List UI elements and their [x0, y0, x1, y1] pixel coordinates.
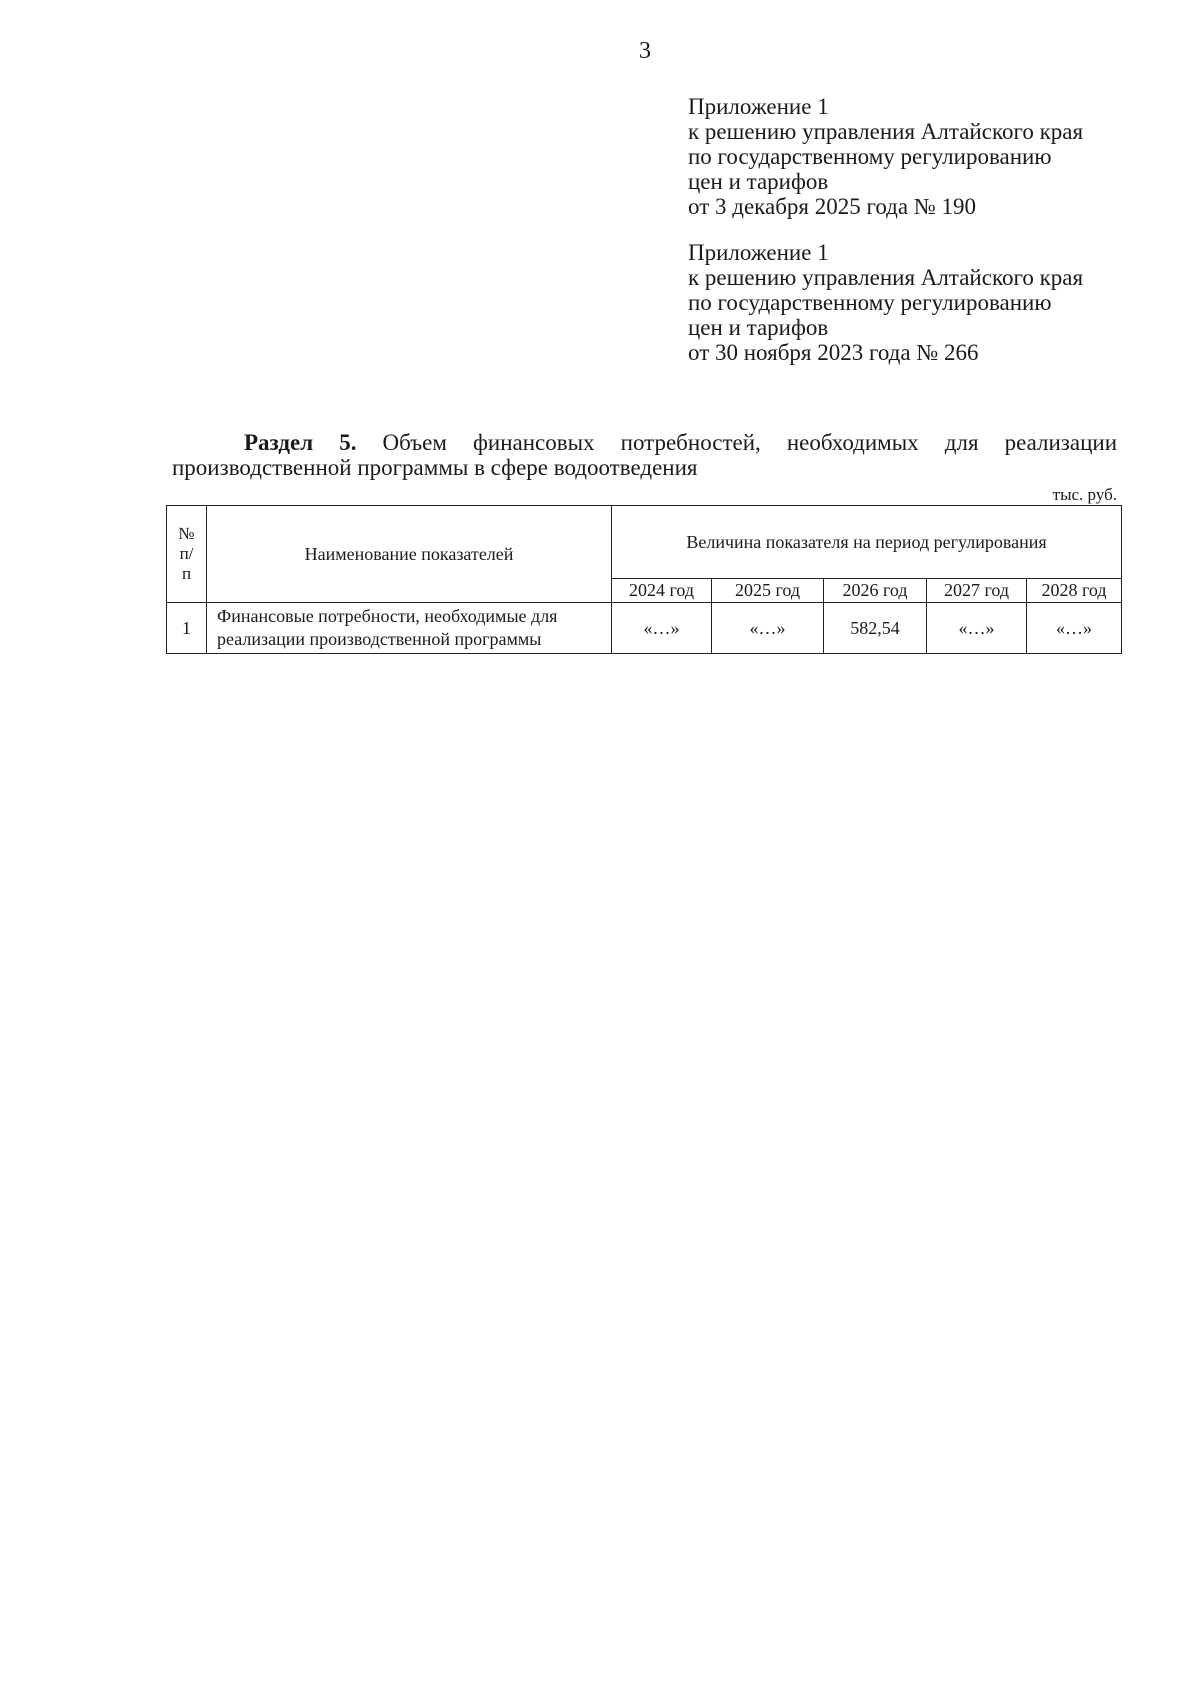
header-year: 2028 год — [1027, 579, 1122, 603]
appendix-line: к решению управления Алтайского края — [688, 119, 1084, 144]
units-label: тыс. руб. — [1052, 485, 1117, 504]
section-heading — [172, 430, 1117, 480]
appendix-line: цен и тарифов — [688, 315, 829, 340]
header-indicator-name: Наименование показателей — [207, 506, 612, 603]
section-label: Раздел 5. — [244, 430, 357, 455]
header-year: 2027 год — [927, 579, 1027, 603]
section-title-part1: Объем финансовых потребностей, необходимых для реализации — [382, 430, 1117, 455]
row-value: «…» — [927, 603, 1027, 654]
appendix-previous — [688, 240, 1083, 365]
financial-needs-table — [166, 505, 1122, 654]
row-indicator-name: Финансовые потребности, необходимые для реализации производственной программы — [207, 603, 612, 654]
header-year: 2024 год — [612, 579, 712, 603]
appendix-line: Приложение 1 — [688, 94, 829, 119]
appendix-line: по государственному регулированию — [688, 144, 1052, 169]
header-year: 2026 год — [824, 579, 927, 603]
header-number — [167, 506, 207, 603]
row-value: 582,54 — [824, 603, 927, 654]
row-value: «…» — [712, 603, 824, 654]
row-number: 1 — [167, 603, 207, 654]
section-heading-line1 — [172, 430, 1117, 455]
table-row — [167, 603, 1122, 654]
appendix-line: цен и тарифов — [688, 169, 829, 194]
row-value: «…» — [612, 603, 712, 654]
appendix-line: от 30 ноября 2023 года № 266 — [688, 340, 979, 365]
header-year: 2025 год — [712, 579, 824, 603]
table-header-row — [167, 506, 1122, 579]
appendix-line: Приложение 1 — [688, 240, 829, 265]
header-number-line: п/ — [179, 544, 194, 563]
appendix-line: от 3 декабря 2025 года № 190 — [688, 194, 977, 219]
appendix-line: к решению управления Алтайского края — [688, 265, 1084, 290]
row-value: «…» — [1027, 603, 1122, 654]
section-title-part2: производственной программы в сфере водоотведения — [172, 455, 698, 480]
appendix-current — [688, 94, 1083, 219]
header-number-line: № — [178, 524, 195, 543]
header-period: Величина показателя на период регулирования — [612, 506, 1122, 579]
header-number-line: п — [181, 564, 192, 583]
page-number: 3 — [639, 38, 651, 64]
appendix-line: по государственному регулированию — [688, 290, 1052, 315]
